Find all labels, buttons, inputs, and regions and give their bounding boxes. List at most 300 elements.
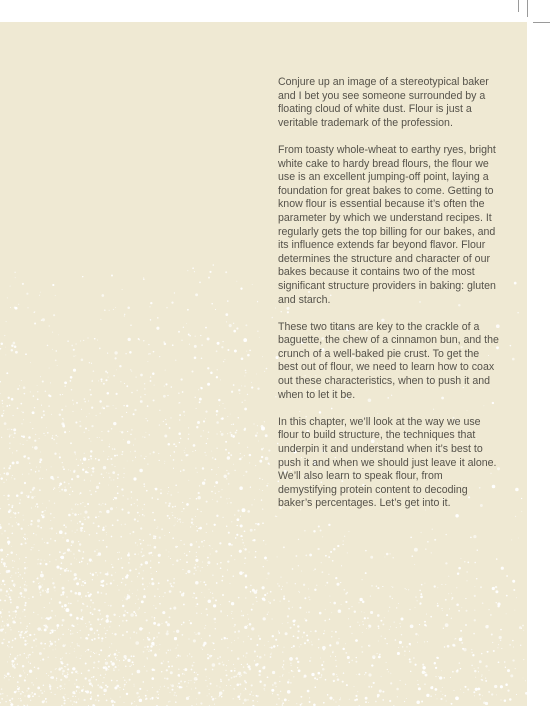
flour-speck [379,654,380,655]
flour-speck [186,561,188,563]
flour-speck [69,494,70,495]
flour-speck [17,686,18,687]
flour-speck [318,525,320,527]
flour-speck [134,686,135,687]
flour-speck [434,585,436,587]
flour-speck [195,570,196,571]
flour-speck [23,455,25,457]
flour-speck [265,434,268,437]
flour-speck [291,670,293,672]
flour-speck [430,695,432,697]
flour-speck [108,377,109,378]
flour-speck [11,506,13,508]
flour-speck [177,655,179,657]
flour-speck [44,579,45,580]
flour-speck [97,340,98,341]
flour-speck [147,646,149,648]
flour-speck [123,477,124,478]
flour-speck [106,619,109,622]
flour-speck [206,532,207,533]
flour-speck [129,679,131,681]
flour-speck [180,540,181,541]
flour-speck [32,447,33,448]
flour-speck [11,477,12,478]
flour-speck [216,582,218,584]
flour-speck [54,641,56,643]
flour-speck [17,656,18,657]
flour-speck [456,603,459,606]
flour-speck [220,562,221,563]
flour-speck [243,548,244,549]
flour-speck [452,597,454,599]
flour-speck [20,443,21,444]
flour-speck [87,503,89,505]
flour-speck [60,638,61,639]
flour-speck [226,526,227,527]
flour-speck [115,497,117,499]
flour-speck [98,610,99,611]
flour-speck [357,622,358,623]
flour-speck [230,502,231,503]
flour-speck [65,694,66,695]
flour-speck [98,516,99,517]
flour-speck [444,646,445,647]
flour-speck [27,567,28,568]
flour-speck [376,586,377,587]
flour-speck [130,533,131,534]
flour-speck [45,563,47,565]
flour-speck [92,381,93,382]
flour-speck [24,562,25,563]
flour-speck [94,638,96,640]
flour-speck [14,345,17,348]
flour-speck [60,661,61,662]
flour-speck [222,594,224,596]
flour-speck [339,610,341,612]
flour-speck [144,504,145,505]
flour-speck [384,638,385,639]
flour-speck [27,538,28,539]
flour-speck [457,669,459,671]
flour-speck [287,690,290,693]
flour-speck [361,579,362,580]
flour-speck [196,698,197,699]
flour-speck [161,671,162,672]
flour-speck [103,451,104,452]
flour-speck [257,644,259,646]
flour-speck [436,676,437,677]
flour-speck [59,491,60,492]
flour-speck [137,520,138,521]
flour-speck [31,692,32,693]
flour-speck [38,696,39,697]
flour-speck [17,388,19,390]
flour-speck [139,688,141,690]
flour-speck [147,690,148,691]
flour-speck [7,297,8,298]
flour-speck [234,624,236,626]
flour-speck [59,667,60,668]
flour-speck [210,545,211,546]
flour-speck [420,596,423,599]
flour-speck [105,593,106,594]
flour-speck [62,425,65,428]
flour-speck [52,578,53,579]
flour-speck [231,434,233,436]
flour-speck [243,655,244,656]
flour-speck [70,570,72,572]
flour-speck [462,648,464,650]
flour-speck [98,459,100,461]
flour-speck [132,661,134,663]
flour-speck [20,587,21,588]
flour-speck [117,519,119,521]
flour-speck [452,671,454,673]
flour-speck [6,405,8,407]
flour-speck [266,368,268,370]
flour-speck [20,543,22,545]
flour-speck [10,599,12,601]
flour-speck [87,472,88,473]
flour-speck [207,654,208,655]
flour-speck [151,573,152,574]
flour-speck [30,700,31,701]
flour-speck [121,582,122,583]
flour-speck [236,327,238,329]
flour-speck [41,405,42,406]
flour-speck [399,641,402,644]
flour-speck [148,354,149,355]
flour-speck [9,656,10,657]
flour-speck [129,666,130,667]
flour-speck [212,663,216,667]
flour-speck [59,453,60,454]
flour-speck [227,473,229,475]
flour-speck [389,700,391,702]
flour-speck [396,688,399,691]
flour-speck [37,525,39,527]
flour-speck [150,650,152,652]
flour-speck [481,676,482,677]
flour-speck [195,516,196,517]
flour-speck [77,504,78,505]
flour-speck [108,473,109,474]
flour-speck [171,494,172,495]
flour-speck [276,704,277,705]
flour-speck [173,459,175,461]
flour-speck [244,408,247,411]
flour-speck [488,609,489,610]
flour-speck [194,345,197,348]
flour-speck [143,555,145,557]
flour-speck [394,621,395,622]
flour-speck [246,652,248,654]
flour-speck [206,676,207,677]
flour-speck [382,691,384,693]
flour-speck [309,660,311,662]
flour-speck [333,681,334,682]
flour-speck [283,669,284,670]
flour-speck [12,663,13,664]
flour-speck [437,603,438,604]
flour-speck [106,700,108,702]
flour-speck [478,667,479,668]
flour-speck [345,652,347,654]
flour-speck [425,672,426,673]
flour-speck [208,600,212,604]
flour-speck [59,685,61,687]
flour-speck [223,403,224,404]
flour-speck [40,376,41,377]
flour-speck [22,412,24,414]
flour-speck [202,567,203,568]
flour-speck [204,452,205,453]
flour-speck [329,697,332,700]
flour-speck [216,414,217,415]
flour-speck [243,572,244,573]
flour-speck [105,667,107,669]
flour-speck [36,646,37,647]
flour-speck [100,624,101,625]
flour-speck [238,630,240,632]
flour-speck [214,649,215,650]
flour-speck [51,629,54,632]
flour-speck [20,493,22,495]
flour-speck [195,450,196,451]
flour-speck [1,626,2,627]
flour-speck [152,555,153,556]
flour-speck [176,560,178,562]
flour-speck [368,625,369,626]
flour-speck [337,678,340,681]
flour-speck [194,567,196,569]
flour-speck [30,391,31,392]
flour-speck [0,381,1,382]
flour-speck [196,408,197,409]
flour-speck [166,652,167,653]
flour-speck [421,584,423,586]
flour-speck [169,427,171,429]
flour-speck [133,664,134,665]
flour-speck [66,568,67,569]
flour-speck [74,693,75,694]
flour-speck [99,540,100,541]
flour-speck [86,650,87,651]
flour-speck [264,690,265,691]
flour-speck [9,429,10,430]
flour-speck [70,376,73,379]
flour-speck [409,651,410,652]
flour-speck [42,658,44,660]
flour-speck [60,658,62,660]
flour-speck [110,698,111,699]
flour-speck [272,618,273,619]
flour-speck [26,630,28,632]
flour-speck [16,461,19,464]
flour-speck [52,478,54,480]
flour-speck [106,615,109,618]
flour-speck [164,463,165,464]
flour-speck [473,633,475,635]
flour-speck [100,649,102,651]
flour-speck [52,632,54,634]
flour-speck [57,477,58,478]
flour-speck [297,661,299,663]
flour-speck [339,638,340,639]
flour-speck [242,508,246,512]
flour-speck [83,585,84,586]
flour-speck [238,597,240,599]
flour-speck [33,684,34,685]
flour-speck [207,557,209,559]
flour-speck [215,628,216,629]
flour-speck [377,614,380,617]
flour-speck [256,374,257,375]
flour-speck [150,552,152,554]
flour-speck [161,662,163,664]
flour-speck [93,667,94,668]
flour-speck [201,613,202,614]
flour-speck [147,545,148,546]
flour-speck [111,643,112,644]
flour-speck [282,702,284,704]
flour-speck [12,505,14,507]
flour-speck [1,698,3,700]
flour-speck [244,386,245,387]
flour-speck [175,360,176,361]
flour-speck [180,559,181,560]
flour-speck [13,583,16,586]
flour-speck [17,681,19,683]
flour-speck [170,455,171,456]
flour-speck [0,702,1,703]
flour-speck [261,456,263,458]
flour-speck [114,455,116,457]
flour-speck [134,451,135,452]
flour-speck [5,347,6,348]
flour-speck [389,595,391,597]
flour-speck [137,590,138,591]
flour-speck [521,628,522,629]
flour-speck [184,668,187,671]
flour-speck [63,524,65,526]
flour-speck [85,677,87,679]
flour-speck [33,395,34,396]
flour-speck [11,345,13,347]
flour-speck [91,474,93,476]
flour-speck [155,488,158,491]
flour-speck [212,593,213,594]
flour-speck [34,311,35,312]
flour-speck [219,656,221,658]
flour-speck [356,674,357,675]
flour-speck [406,589,407,590]
flour-speck [38,550,39,551]
flour-speck [8,511,10,513]
flour-speck [23,692,24,693]
flour-speck [70,551,71,552]
flour-speck [268,641,269,642]
flour-speck [174,695,175,696]
flour-speck [400,680,401,681]
flour-speck [489,670,490,671]
flour-speck [32,652,33,653]
flour-speck [241,358,244,361]
flour-speck [39,489,41,491]
flour-speck [103,677,104,678]
flour-speck [252,700,253,701]
flour-speck [83,457,86,460]
flour-speck [37,559,38,560]
flour-speck [304,618,305,619]
flour-speck [250,591,251,592]
flour-speck [474,695,475,696]
flour-speck [105,637,106,638]
flour-speck [42,318,45,321]
flour-speck [180,591,182,593]
flour-speck [236,281,237,282]
flour-speck [45,590,46,591]
flour-speck [288,608,290,610]
flour-speck [237,525,238,526]
flour-speck [255,597,256,598]
flour-speck [283,647,284,648]
flour-speck [283,595,285,597]
flour-speck [91,677,92,678]
flour-speck [271,647,273,649]
flour-speck [24,482,26,484]
flour-speck [245,689,246,690]
flour-speck [147,649,148,650]
flour-speck [135,439,136,440]
flour-speck [170,649,171,650]
flour-speck [110,621,112,623]
flour-speck [154,546,157,549]
flour-speck [361,611,362,612]
flour-speck [146,619,148,621]
flour-speck [60,689,61,690]
flour-speck [227,300,228,301]
flour-speck [8,641,10,643]
flour-speck [7,495,9,497]
flour-speck [24,633,25,634]
flour-speck [477,550,478,551]
flour-speck [464,561,465,562]
flour-speck [120,381,121,382]
flour-speck [117,585,118,586]
flour-speck [392,598,393,599]
flour-speck [58,639,59,640]
flour-speck [224,359,225,360]
flour-speck [97,591,99,593]
flour-speck [111,536,112,537]
flour-speck [187,309,189,311]
flour-speck [151,697,153,699]
flour-speck [23,419,24,420]
flour-speck [43,514,44,515]
flour-speck [85,519,86,520]
flour-speck [501,700,502,701]
flour-speck [211,469,212,470]
flour-speck [46,542,48,544]
flour-speck [14,586,15,587]
flour-speck [227,416,228,417]
flour-speck [460,630,462,632]
flour-speck [391,586,392,587]
flour-speck [237,684,240,687]
flour-speck [102,408,103,409]
flour-speck [195,559,198,562]
